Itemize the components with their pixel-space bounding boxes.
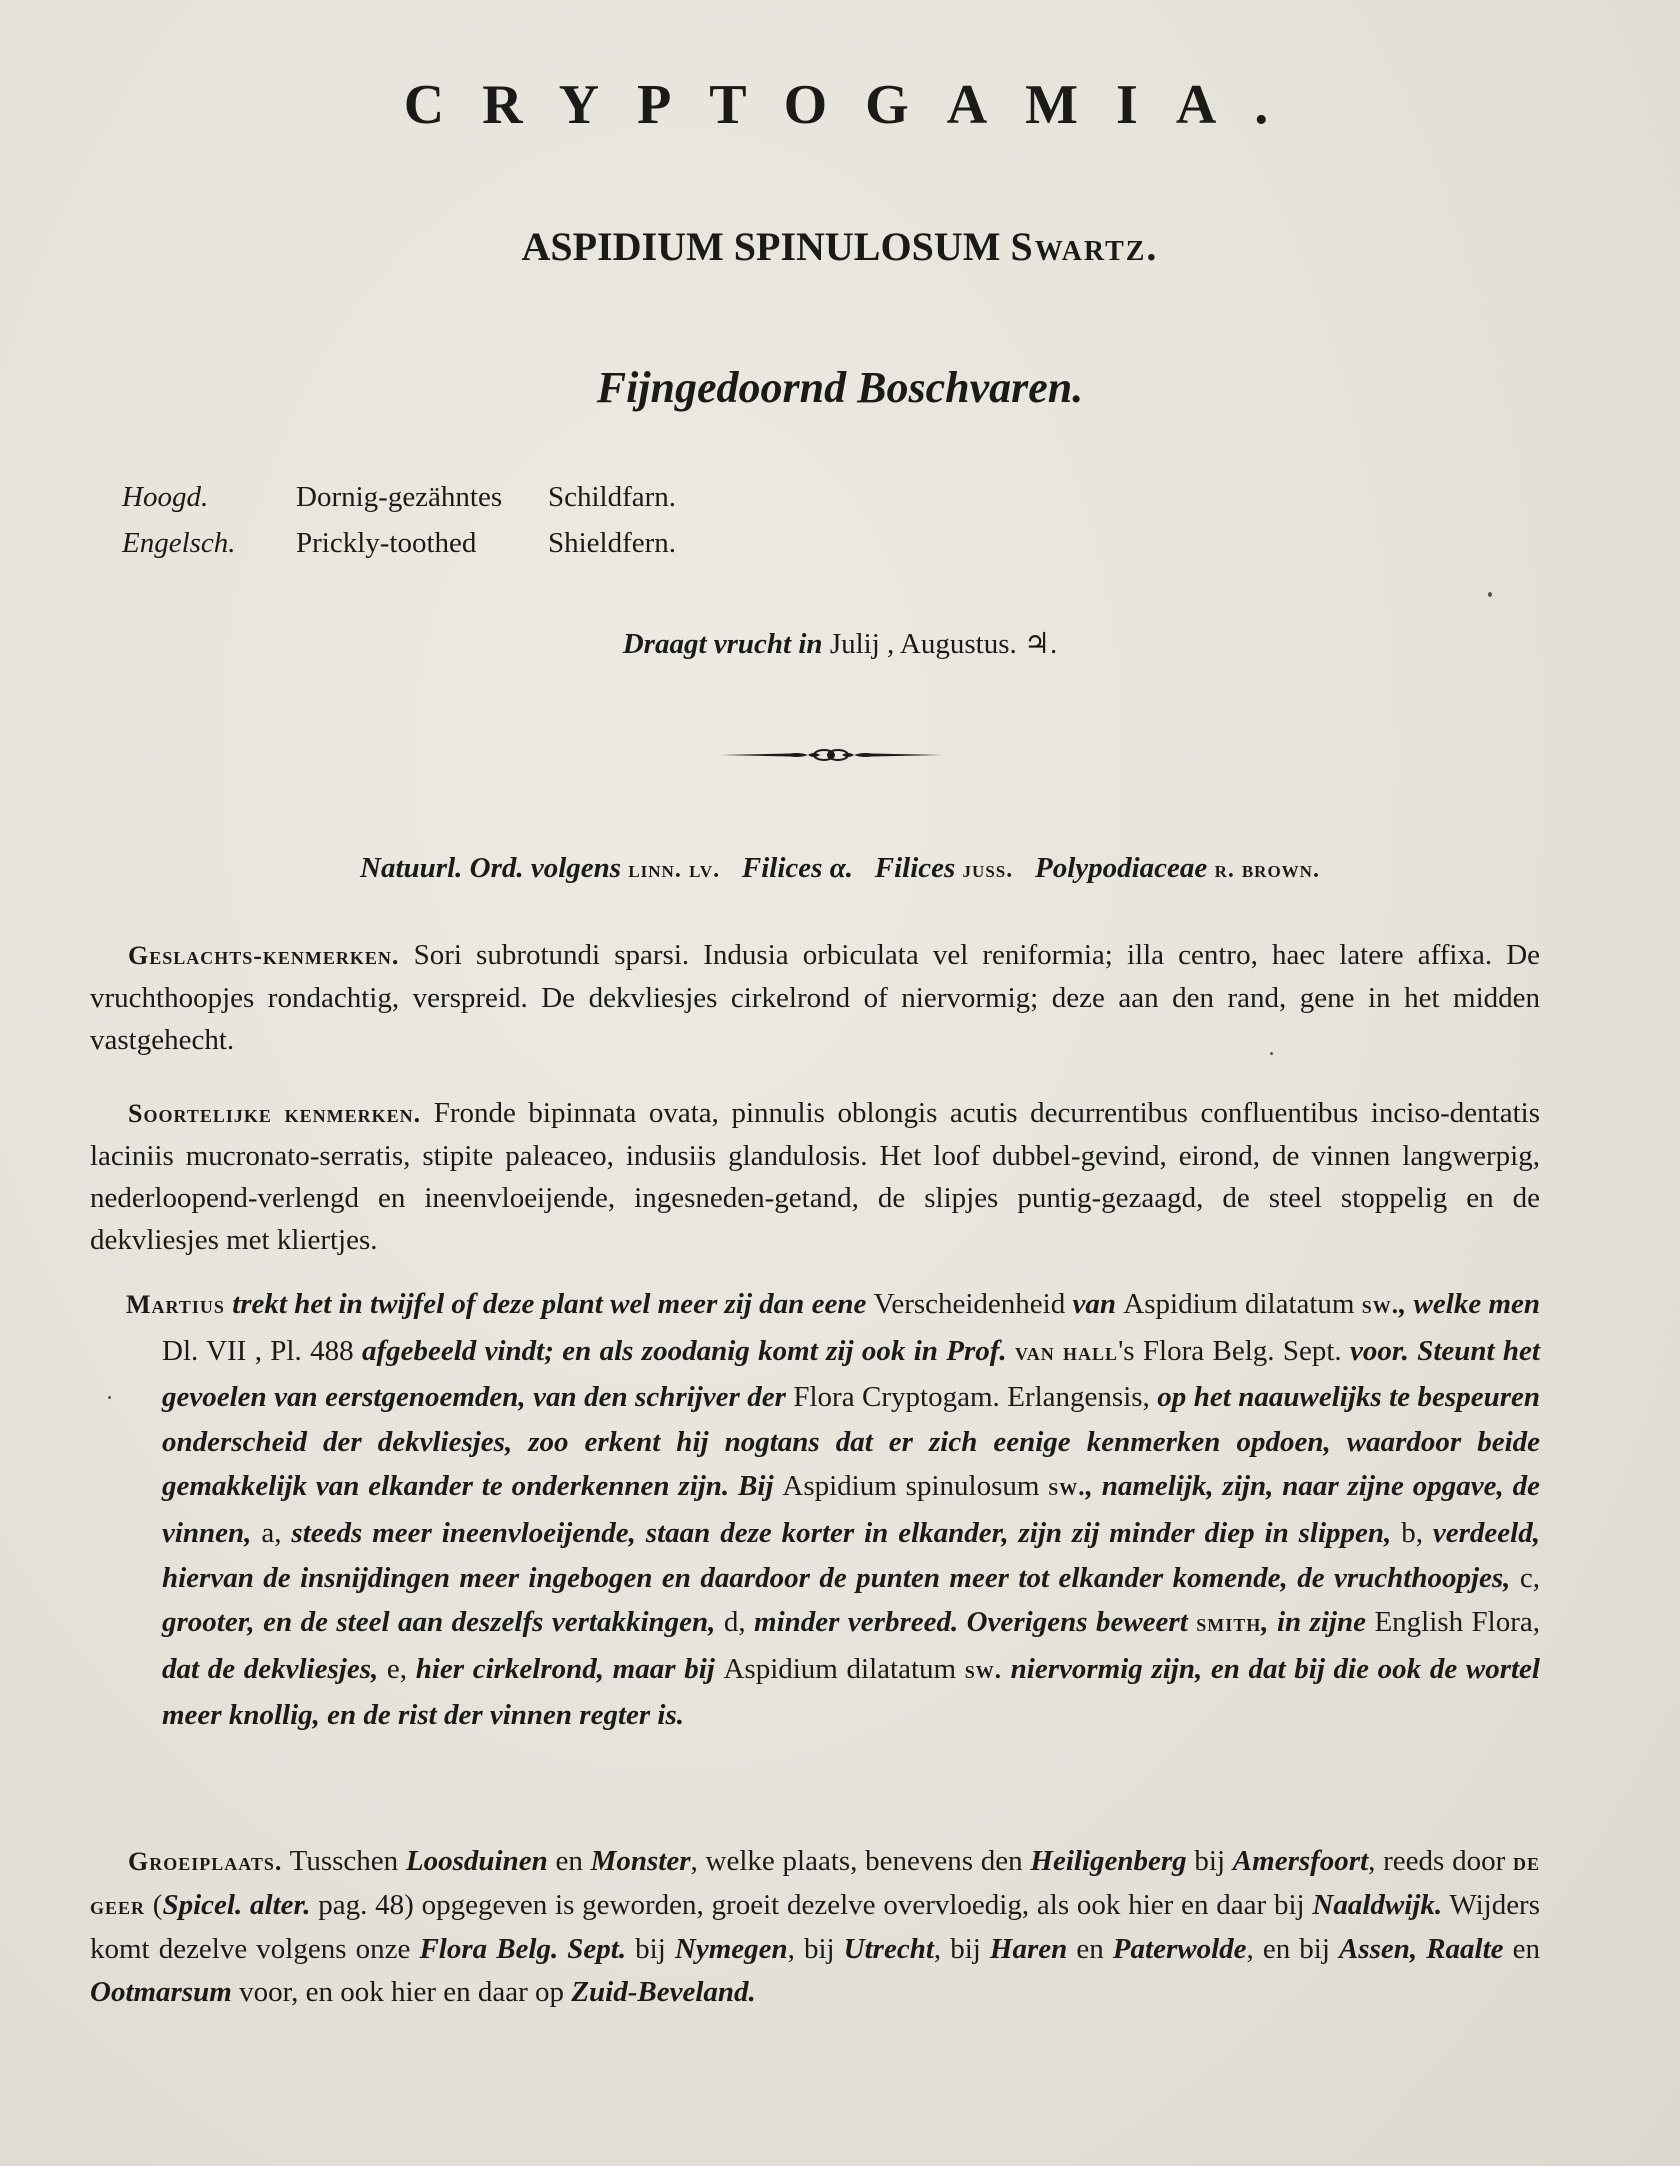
linnaeus-abbrev: linn. (628, 857, 682, 883)
habitat-text: ( (145, 1889, 163, 1921)
species-genus: ASPIDIUM SPINULOSUM (521, 224, 1001, 269)
habitat-text: en (1067, 1933, 1113, 1965)
species-title (0, 222, 1680, 272)
note-term: b, (1401, 1516, 1423, 1549)
habitat-text: en (1503, 1933, 1540, 1965)
habitat-place: Zuid-Beveland. (571, 1976, 756, 2008)
note-author: van hall (1015, 1338, 1119, 1366)
order-label: Natuurl. Ord. volgens (360, 852, 622, 884)
common-name-part: Shieldfern. (548, 527, 677, 559)
note-author: sw. (964, 1656, 1002, 1684)
note-term: Verscheidenheid (873, 1288, 1066, 1320)
note-term: a, (261, 1516, 282, 1549)
note-text: hier cirkelrond, maar bij (407, 1652, 724, 1685)
fruiting-label: Draagt vrucht in (622, 628, 823, 660)
class-title: CRYPTOGAMIA. (403, 74, 1307, 136)
note-text: verdeeld, hiervan de insnijdingen meer ingebogen en daardoor de punten meer tot elkander komende, de vruchthoopjes, (162, 1516, 1540, 1594)
note-text: voor. Steunt het gevoelen van eerstgenoemden, van den schrijver der (162, 1334, 1540, 1414)
habitat-place: Naaldwijk. (1312, 1889, 1443, 1921)
habitat-text: , reeds door (1368, 1845, 1513, 1877)
habitat-text: , en bij (1246, 1933, 1339, 1965)
note-author: sw. (1361, 1292, 1400, 1319)
natural-order-line (0, 848, 1680, 890)
note-text: van (1065, 1288, 1124, 1320)
martius-note-paragraph (126, 1282, 1540, 1738)
note-author: smith (1196, 1610, 1262, 1638)
note-text: , in zijne (1261, 1606, 1375, 1639)
habitat-author: de geer (90, 1849, 1540, 1920)
fruiting-months: Julij , Augustus. (829, 628, 1017, 660)
habitat-place: Amersfoort (1232, 1845, 1369, 1877)
note-text: dat de dekvliesjes, (162, 1652, 387, 1685)
note-author: sw. (1048, 1474, 1086, 1502)
brown-order: Polypodiaceae (1034, 852, 1208, 884)
common-names-list (122, 474, 676, 566)
linnaeus-class: lv. (689, 857, 721, 883)
note-term: e, (386, 1652, 408, 1685)
note-term: English Flora, (1374, 1606, 1540, 1639)
note-text: steeds meer ineenvloeijende, staan deze korter in elkander, zijn zij minder diep in slippen, (281, 1516, 1402, 1549)
dutch-common-name: Fijngedoornd Boschvaren. (596, 363, 1084, 412)
note-term: Dl. VII , Pl. 488 (162, 1334, 354, 1367)
note-text: op het naauwelijks te bespeuren onderscheid der dekvliesjes, zoo erkent hij nogtans dat er zich eenige kenmerken opdoen, waardoor beide gemakkelijk van elkander te onderkennen zijn. Bij (162, 1381, 1540, 1503)
habitat-place: Ootmarsum (90, 1976, 232, 2008)
note-text: afgebeeld vindt; en als zoodanig komt zij ook in Prof. (353, 1334, 1016, 1367)
habitat-place: Utrecht (843, 1933, 934, 1965)
habitat-text: , bij (933, 1933, 990, 1965)
genus-characters-text: Sori subrotundi sparsi. Indusia orbiculata vel reniformia; illa centro, haec latere affixa. De vruchthoopjes rondachtig, verspreid. De dekvliesjes cirkelrond of niervormig; deze aan den rand, gene in het midden vastgehecht. (90, 939, 1541, 1056)
habitat-text: Tusschen (282, 1845, 406, 1877)
common-name-row (122, 520, 676, 566)
habitat-text: bij (1186, 1845, 1233, 1877)
habitat-paragraph (90, 1840, 1540, 2014)
species-characters-heading: Soortelijke kenmerken. (128, 1099, 422, 1128)
common-name-part: Dornig-gezähntes (296, 481, 503, 513)
note-text: niervormig zijn, en dat bij die ook de wortel meer knollig, en de rist der vinnen regter is. (162, 1652, 1540, 1732)
habitat-text: pag. 48) opgegeven is geworden, groeit dezelve overvloedig, als ook hier en daar bij (310, 1889, 1313, 1921)
jussieu-order: Filices (874, 852, 956, 884)
habitat-text: voor, en ook hier en daar op (231, 1976, 572, 2008)
language-label: Hoogd. (122, 481, 209, 513)
habitat-text: bij (626, 1933, 675, 1965)
note-text: trekt het in twijfel of deze plant wel meer zij dan eene (224, 1288, 874, 1320)
habitat-text: , welke plaats, benevens den (690, 1845, 1031, 1877)
habitat-text: Wijders komt dezelve volgens onze (90, 1889, 1541, 1965)
habitat-reference: Flora Belg. Sept. (419, 1933, 627, 1965)
note-text: , welke men (1399, 1288, 1541, 1320)
note-text: grooter, en de steel aan deszelfs vertakkingen, (162, 1606, 724, 1639)
note-term: d, (723, 1606, 746, 1639)
perennial-symbol: ♃. (1024, 628, 1058, 660)
habitat-place: Monster (590, 1845, 691, 1877)
note-text: , namelijk, zijn, naar zijne opgave, de vinnen, (162, 1470, 1540, 1549)
note-term: Flora Cryptogam. Erlangensis, (793, 1381, 1150, 1414)
habitat-place: Paterwolde (1112, 1933, 1247, 1965)
linnaeus-order: Filices α. (741, 852, 853, 884)
ornament-divider (720, 742, 942, 768)
martius-name: Martius (126, 1290, 225, 1319)
paper-speck (1270, 1052, 1273, 1055)
note-term: Aspidium spinulosum (782, 1470, 1049, 1503)
paper-speck (1488, 592, 1492, 597)
habitat-place: Nymegen (674, 1933, 788, 1965)
species-author: Swartz. (1010, 224, 1159, 269)
habitat-reference: Spicel. alter. (162, 1889, 311, 1921)
genus-characters-paragraph (90, 934, 1540, 1061)
brown-abbrev: r. brown. (1214, 857, 1320, 883)
habitat-heading: Groeiplaats. (128, 1847, 283, 1876)
common-name-row (122, 474, 676, 520)
species-characters-text: Fronde bipinnata ovata, pinnulis oblongis acutis decurrentibus confluentibus inciso-dentatis laciniis mucronato-serratis, stipite paleaceo, indusiis glandulosis. Het loof dubbel-gevind, eirond, de vinnen langwerpig, nederloopend-verlengd en ineenvloeijende, ingesneden-getand, de slipjes puntig-gezaagd, de steel stoppelig en de dekvliesjes met kliertjes. (90, 1097, 1541, 1256)
habitat-place: Haren (989, 1933, 1068, 1965)
habitat-text: , bij (787, 1933, 844, 1965)
habitat-place: Loosduinen (405, 1845, 548, 1877)
genus-characters-heading: Geslachts-kenmerken. (128, 941, 400, 970)
species-characters-paragraph (90, 1092, 1540, 1261)
paper-speck (108, 1396, 111, 1399)
note-term: Aspidium dilatatum (1123, 1288, 1362, 1320)
habitat-place: Assen, Raalte (1338, 1933, 1504, 1965)
habitat-place: Heiligenberg (1030, 1845, 1187, 1877)
note-term: c, (1519, 1561, 1540, 1594)
common-name-part: Schildfarn. (548, 481, 677, 513)
note-term: 's Flora Belg. Sept. (1118, 1334, 1342, 1367)
fruiting-period (0, 624, 1680, 664)
note-text: minder verbreed. Overigens beweert (745, 1606, 1197, 1639)
jussieu-abbrev: juss. (962, 857, 1014, 883)
note-term: Aspidium dilatatum (723, 1652, 965, 1685)
habitat-text: en (547, 1845, 591, 1877)
common-name-part: Prickly-toothed (296, 527, 477, 559)
language-label: Engelsch. (122, 527, 236, 559)
